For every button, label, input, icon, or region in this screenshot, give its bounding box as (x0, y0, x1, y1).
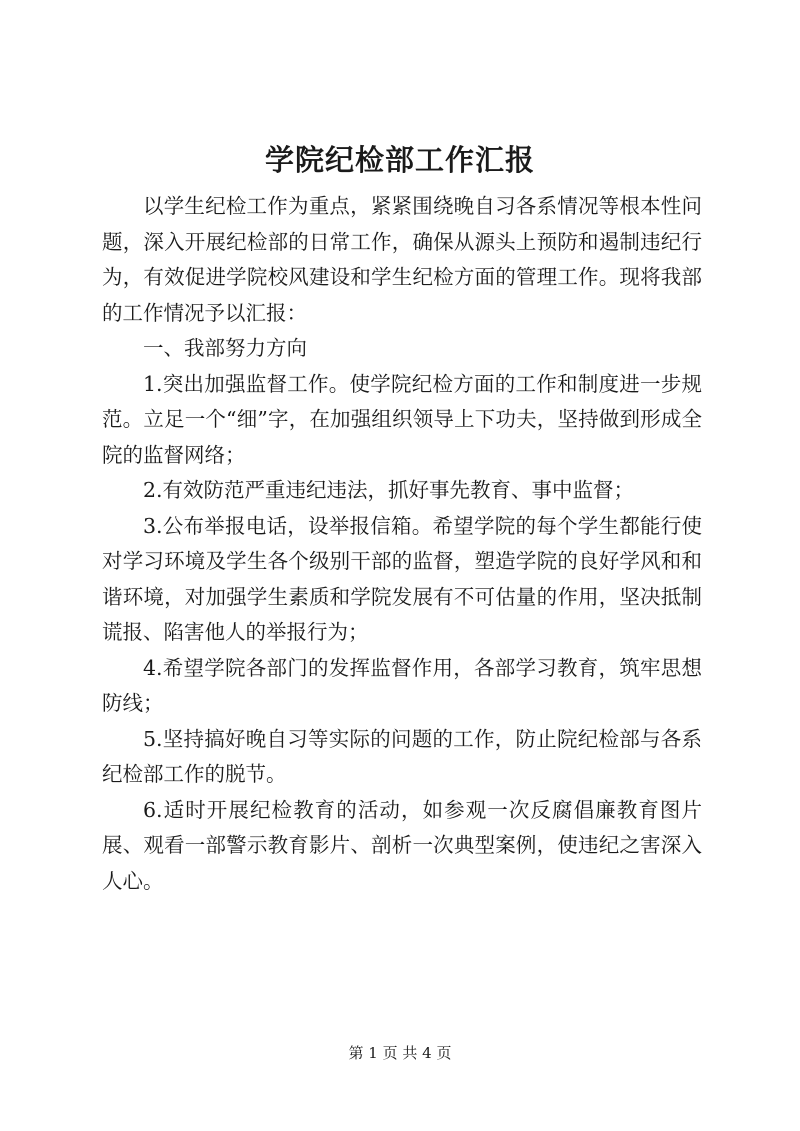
page-number-footer: 第 1 页 共 4 页 (348, 1044, 452, 1062)
document-body (102, 189, 702, 899)
paragraph-item-1: 1.突出加强监督工作。使学院纪检方面的工作和制度进一步规范。立足一个“细”字，在加强组织领导上下功夫，坚持做到形成全院的监督网络； (102, 371, 702, 467)
paragraph-item-6: 6.适时开展纪检教育的活动，如参观一次反腐倡廉教育图片展、观看一部警示教育影片、剖析一次典型案例，使违纪之害深入人心。 (102, 797, 702, 893)
paragraph-item-5: 5.坚持搞好晚自习等实际的问题的工作，防止院纪检部与各系纪检部工作的脱节。 (102, 726, 702, 786)
document-title: 学院纪检部工作汇报 (264, 143, 535, 177)
paragraph-item-3: 3.公布举报电话，设举报信箱。希望学院的每个学生都能行使对学习环境及学生各个级别干部的监督，塑造学院的良好学风和和谐环境，对加强学生素质和学院发展有不可估量的作用，坚决抵制谎报、陷害他人的举报行为； (102, 513, 702, 644)
paragraph-item-2: 2.有效防范严重违纪违法，抓好事先教育、事中监督； (143, 478, 635, 502)
paragraph-section-heading: 一、我部努力方向 (143, 336, 307, 360)
paragraph-item-4: 4.希望学院各部门的发挥监督作用，各部学习教育，筑牢思想防线； (102, 655, 702, 715)
paragraph-intro: 以学生纪检工作为重点，紧紧围绕晚自习各系情况等根本性问题，深入开展纪检部的日常工作，确保从源头上预防和遏制违纪行为，有效促进学院校风建设和学生纪检方面的管理工作。现将我部的工作情况予以汇报： (102, 194, 702, 325)
